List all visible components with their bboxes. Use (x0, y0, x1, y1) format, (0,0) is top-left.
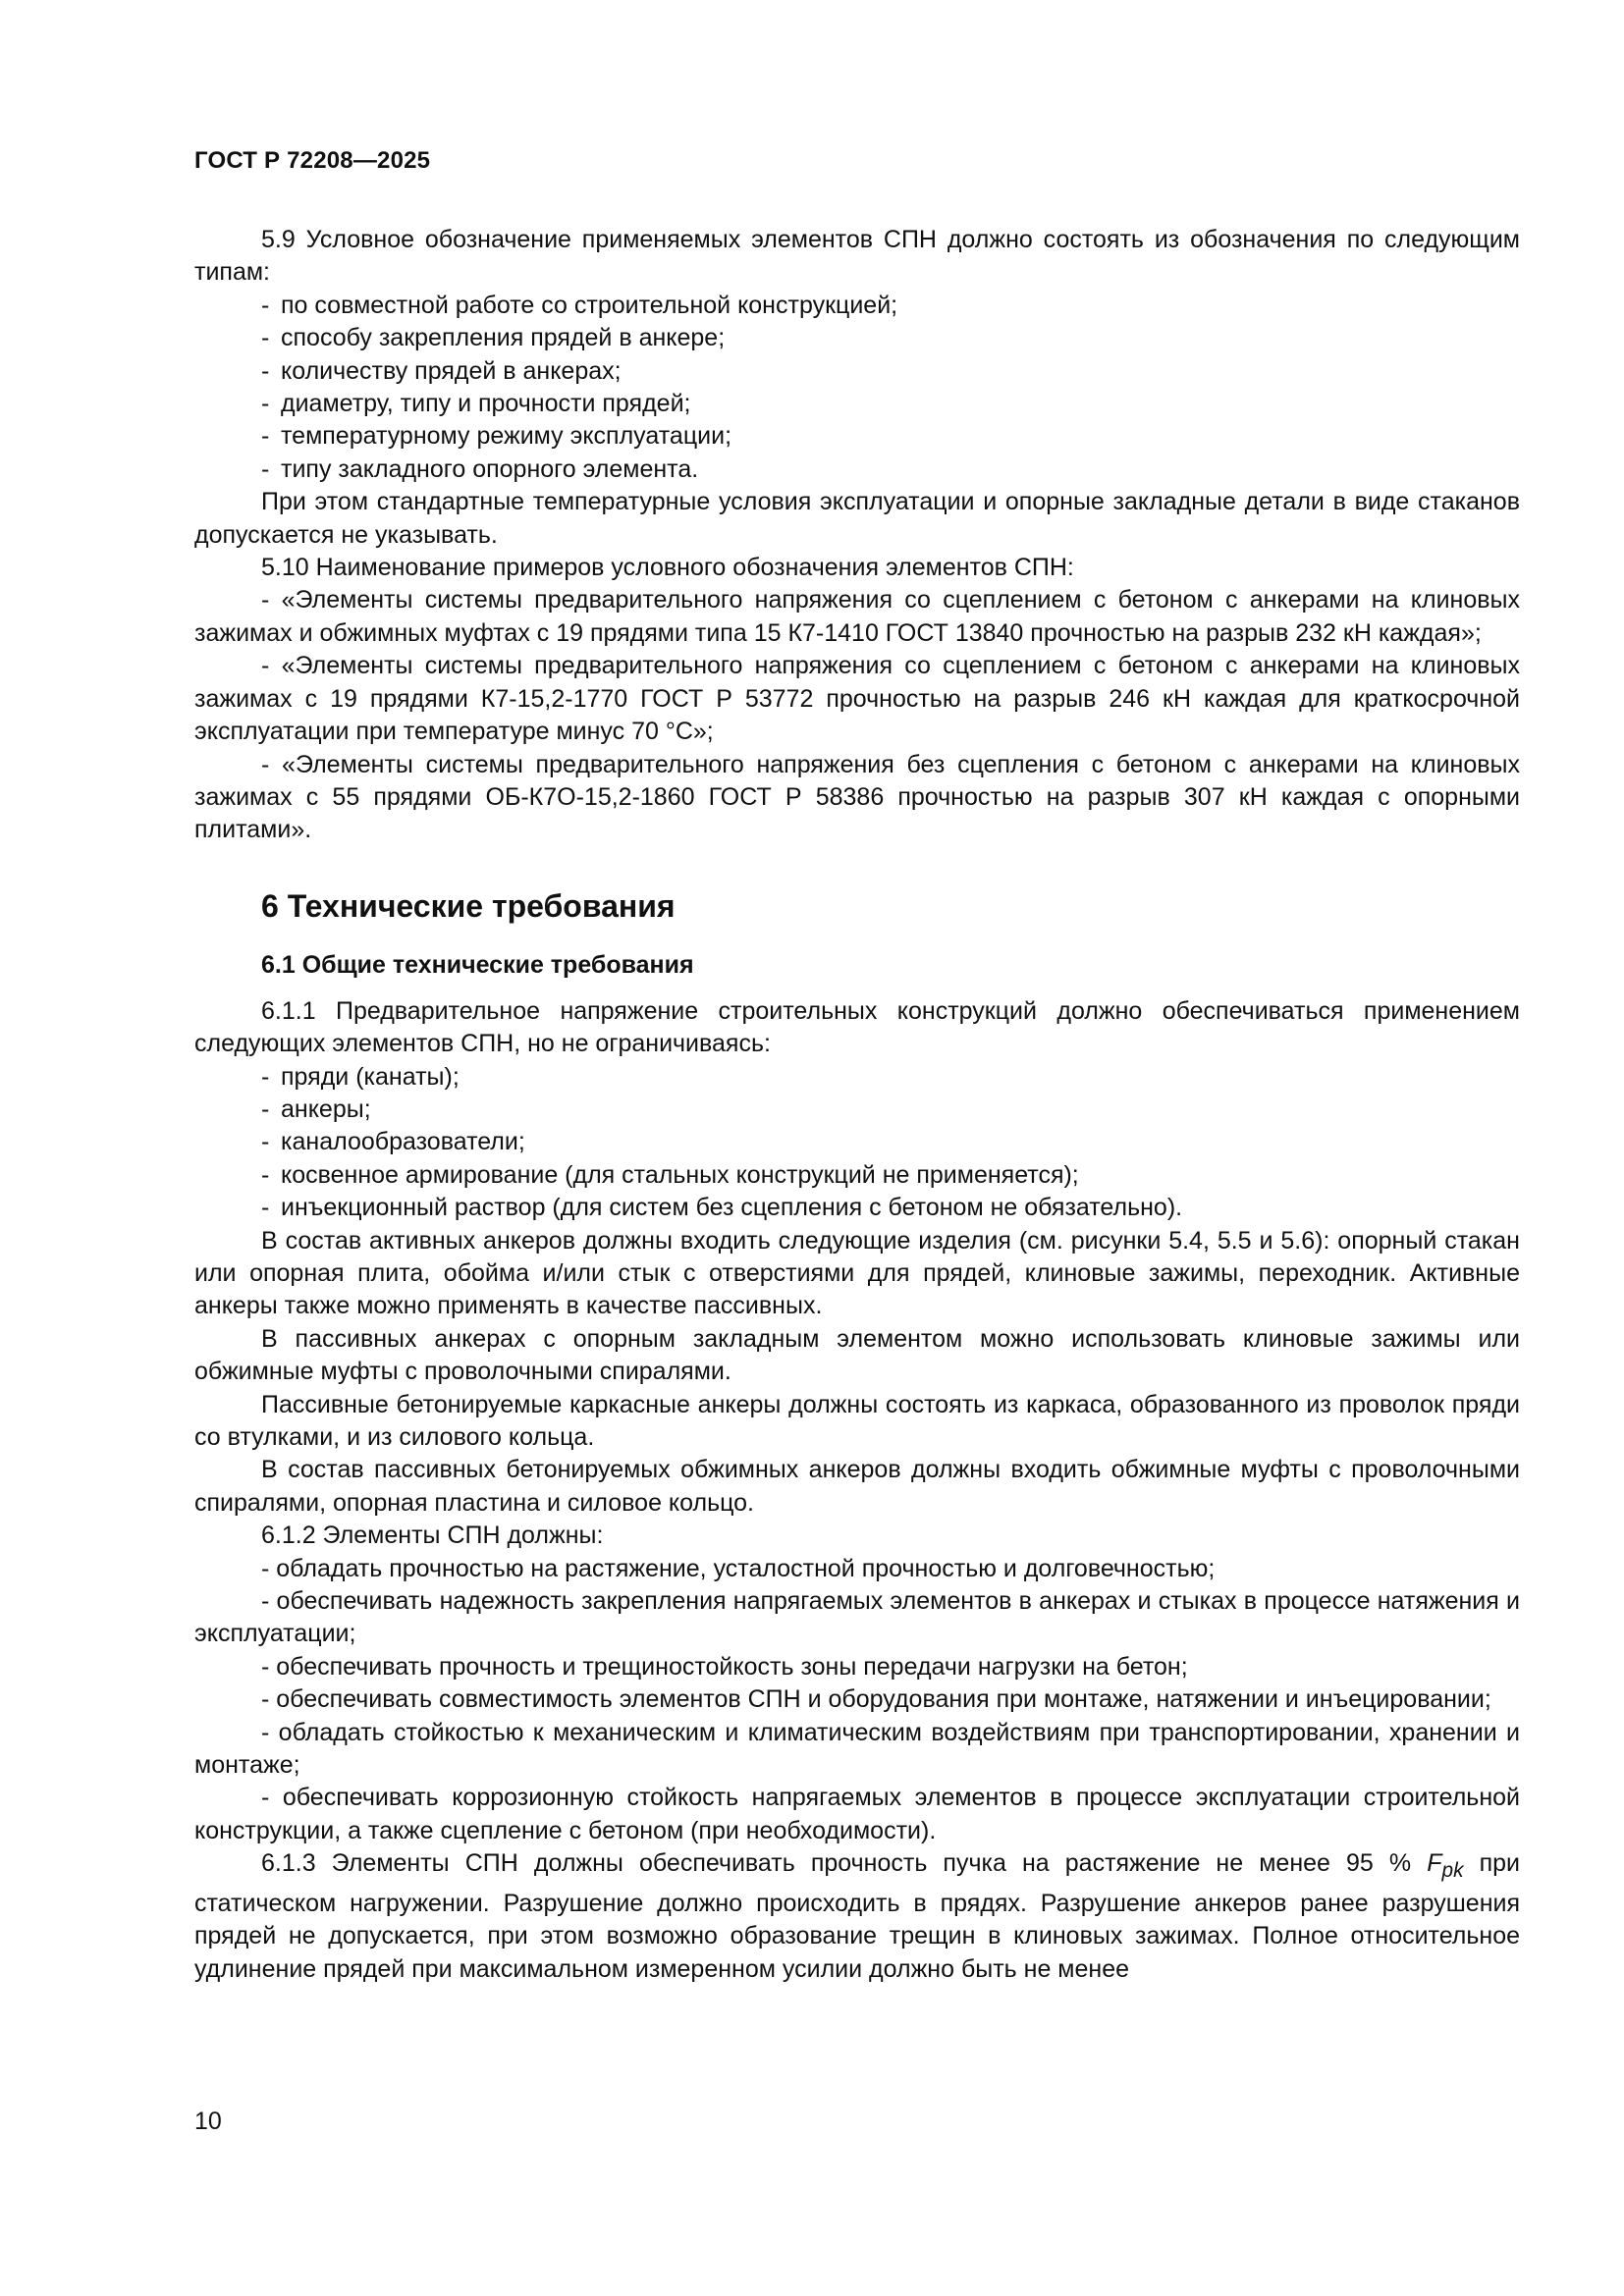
requirement-item: - обеспечивать совместимость элементов СПН и оборудования при монтаже, натяжении и инъецировании; (261, 1685, 1491, 1714)
list-dash: - (261, 1095, 270, 1123)
clause-5-9-list (194, 290, 1520, 486)
paragraph: Пассивные бетонируемые каркасные анкеры должны состоять из каркаса, образованного из проволок пряди со втулками, и из силового кольца. (194, 1390, 1520, 1451)
list-item: - диаметру, типу и прочности прядей; (194, 388, 1520, 420)
clause-5-10-intro: 5.10 Наименование примеров условного обозначения элементов СПН: (261, 554, 1074, 582)
list-dash: - (261, 390, 270, 418)
list-item: - пряди (канаты); (194, 1061, 1520, 1094)
designation-example: - «Элементы системы предварительного напряжения без сцепления с бетоном с анкерами на клиновых зажимах с 55 прядями ОБ-К7О-15,2-1860 ГОСТ Р 58386 прочностью на разрыв 307 кН каждая с опорными плитами». (194, 750, 1520, 844)
list-item: - количеству прядей в анкерах; (194, 355, 1520, 388)
paragraph: В состав активных анкеров должны входить следующие изделия (см. рисунки 5.4, 5.5 и 5.6): опорный стакан или опорная плита, обойма и/или стык с отверстиями для прядей, клиновые зажимы, переходник. Активные анкеры также можно применять в качестве пассивных. (194, 1226, 1520, 1320)
list-dash: - (261, 1128, 270, 1156)
designation-example: - «Элементы системы предварительного напряжения со сцеплением с бетоном с анкерами на клиновых зажимах с 19 прядями К7-15,2-1770 ГОСТ Р 53772 прочностью на разрыв 246 кН каждая для краткосрочной эксплуатации при температуре минус 70 °С»; (194, 652, 1520, 746)
page-number: 10 (194, 2108, 222, 2135)
paragraph: В состав пассивных бетонируемых обжимных анкеров должны входить обжимные муфты с проволочными спиралями, опорная пластина и силовое кольцо. (194, 1456, 1520, 1517)
subsection-6-1-heading: 6.1 Общие технические требования (261, 950, 694, 979)
document-code-header: ГОСТ Р 72208—2025 (194, 147, 431, 174)
list-dash: - (261, 1062, 270, 1091)
clause-5-9-intro: 5.9 Условное обозначение применяемых элементов СПН должно состоять из обозначения по следующим типам: (194, 226, 1520, 287)
list-item: - каналообразователи; (194, 1126, 1520, 1158)
list-item: - инъекционный раствор (для систем без сцепления с бетоном не обязательно). (194, 1192, 1520, 1224)
list-dash: - (261, 1194, 270, 1222)
list-item: - косвенное армирование (для стальных конструкций не применяется); (194, 1159, 1520, 1192)
requirement-item: - обеспечивать прочность и трещиностойкость зоны передачи нагрузки на бетон; (261, 1652, 1188, 1681)
list-dash: - (261, 356, 270, 385)
list-dash: - (261, 422, 270, 451)
list-dash: - (261, 1160, 270, 1189)
list-dash: - (261, 291, 270, 319)
requirement-item: - обеспечивать надежность закрепления напрягаемых элементов в анкерах и стыках в процессе натяжения и эксплуатации; (194, 1587, 1520, 1648)
list-item: - по совместной работе со строительной конструкцией; (194, 290, 1520, 322)
clause-5-9-note: При этом стандартные температурные условия эксплуатации и опорные закладные детали в виде стаканов допускается не указывать. (194, 488, 1520, 549)
clause-6-1-3: 6.1.3 Элементы СПН должны обеспечивать прочность пучка на растяжение не менее 95 % $F_{pk}$ при статическом нагружении. Разрушение должно происходить в прядях. Разрушение анкеров ранее разрушения прядей не допускается, при этом возможно образование трещин в клиновых зажимах. Полное относительное удлинение прядей при максимальном измеренном усилии должно быть не менее (194, 1849, 1520, 1983)
list-item: - температурному режиму эксплуатации; (194, 420, 1520, 453)
section-6-heading: 6 Технические требования (261, 887, 676, 924)
requirement-item: - обладать стойкостью к механическим и климатическим воздействиям при транспортировании, хранении и монтаже; (194, 1718, 1520, 1780)
clause-6-1-1-intro: 6.1.1 Предварительное напряжение строительных конструкций должно обеспечиваться применением следующих элементов СПН, но не ограничиваясь: (194, 996, 1520, 1058)
formula-symbol: $F_{pk}$ (1427, 1849, 1464, 1883)
list-dash: - (261, 454, 270, 483)
requirement-item: - обладать прочностью на растяжение, усталостной прочностью и долговечностью; (261, 1554, 1216, 1582)
list-dash: - (261, 324, 270, 352)
formula-subscript: pk (1441, 1859, 1464, 1883)
clause-6-1-2-intro: 6.1.2 Элементы СПН должны: (261, 1522, 604, 1550)
designation-example: - «Элементы системы предварительного напряжения со сцеплением с бетоном с анкерами на клиновых зажимах и обжимных муфтах с 19 прядями типа 15 К7-1410 ГОСТ 13840 прочностью на разрыв 232 кН каждая»; (194, 586, 1520, 647)
list-item: - анкеры; (194, 1094, 1520, 1126)
list-item: - способу закрепления прядей в анкере; (194, 322, 1520, 354)
paragraph: В пассивных анкерах с опорным закладным элементом можно использовать клиновые зажимы или обжимные муфты с проволочными спиралями. (194, 1324, 1520, 1386)
document-body (194, 224, 1520, 1986)
list-item: - типу закладного опорного элемента. (194, 454, 1520, 486)
clause-6-1-1-list (194, 1061, 1520, 1225)
requirement-item: - обеспечивать коррозионную стойкость напрягаемых элементов в процессе эксплуатации строительной конструкции, а также сцепление с бетоном (при необходимости). (194, 1784, 1520, 1844)
